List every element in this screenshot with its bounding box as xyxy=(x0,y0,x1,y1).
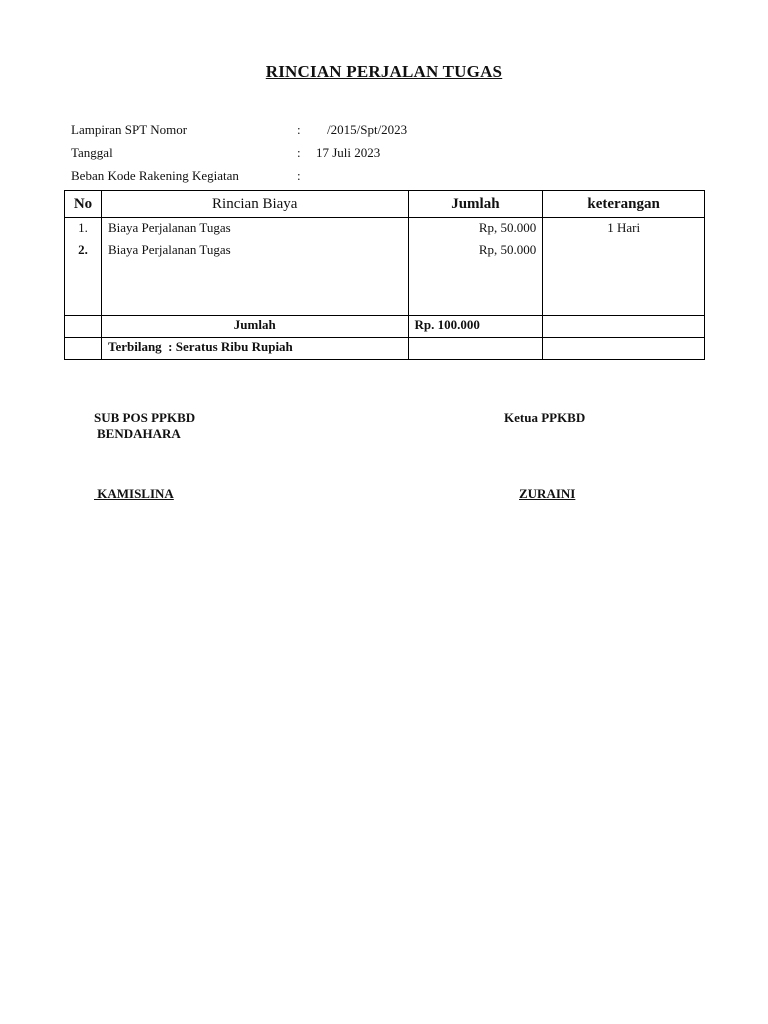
terbilang-no-cell xyxy=(65,338,102,360)
lampiran-colon: : xyxy=(297,122,301,137)
header-jumlah: Jumlah xyxy=(408,191,543,218)
total-row xyxy=(65,316,705,338)
tanggal-label: Tanggal xyxy=(71,145,113,160)
terbilang-text: Terbilang : Seratus Ribu Rupiah xyxy=(101,338,408,360)
table-header-row xyxy=(65,191,705,218)
beban-label: Beban Kode Rakening Kegiatan xyxy=(71,168,239,183)
signature-left-subtitle: BENDAHARA xyxy=(97,426,181,441)
tanggal-value: 17 Juli 2023 xyxy=(316,145,381,160)
terbilang-jumlah-cell xyxy=(408,338,543,360)
signature-left-name: KAMISLINA xyxy=(94,486,174,501)
signature-right-name: ZURAINI xyxy=(519,486,576,501)
tanggal-colon: : xyxy=(297,145,301,160)
items-no-cell xyxy=(65,218,102,316)
item-no: 2. xyxy=(78,242,88,257)
header-keterangan: keterangan xyxy=(543,191,705,218)
signature-left-title: SUB POS PPKBD xyxy=(94,410,196,425)
terbilang-ket-cell xyxy=(543,338,705,360)
items-keterangan-cell xyxy=(543,218,705,316)
items-jumlah-cell xyxy=(408,218,543,316)
item-jumlah: Rp, 50.000 xyxy=(478,220,537,235)
item-jumlah: Rp, 50.000 xyxy=(478,242,537,257)
total-value: Rp. 100.000 xyxy=(408,316,543,338)
terbilang-row xyxy=(65,338,705,360)
rincian-table xyxy=(64,190,705,360)
item-keterangan xyxy=(549,240,698,262)
item-rincian: Biaya Perjalanan Tugas xyxy=(107,242,231,257)
item-no: 1. xyxy=(78,220,88,235)
header-rincian: Rincian Biaya xyxy=(101,191,408,218)
total-label: Jumlah xyxy=(101,316,408,338)
header-no: No xyxy=(65,191,102,218)
beban-colon: : xyxy=(297,168,301,183)
items-rincian-cell xyxy=(101,218,408,316)
item-keterangan: 1 Hari xyxy=(607,220,641,235)
total-ket-cell xyxy=(543,316,705,338)
total-no-cell xyxy=(65,316,102,338)
item-rincian: Biaya Perjalanan Tugas xyxy=(107,220,231,235)
document-title: RINCIAN PERJALAN TUGAS xyxy=(265,62,503,81)
signature-right-title: Ketua PPKBD xyxy=(504,410,586,425)
table-row xyxy=(65,218,705,316)
lampiran-label: Lampiran SPT Nomor xyxy=(71,122,188,137)
lampiran-value: /2015/Spt/2023 xyxy=(327,122,408,137)
